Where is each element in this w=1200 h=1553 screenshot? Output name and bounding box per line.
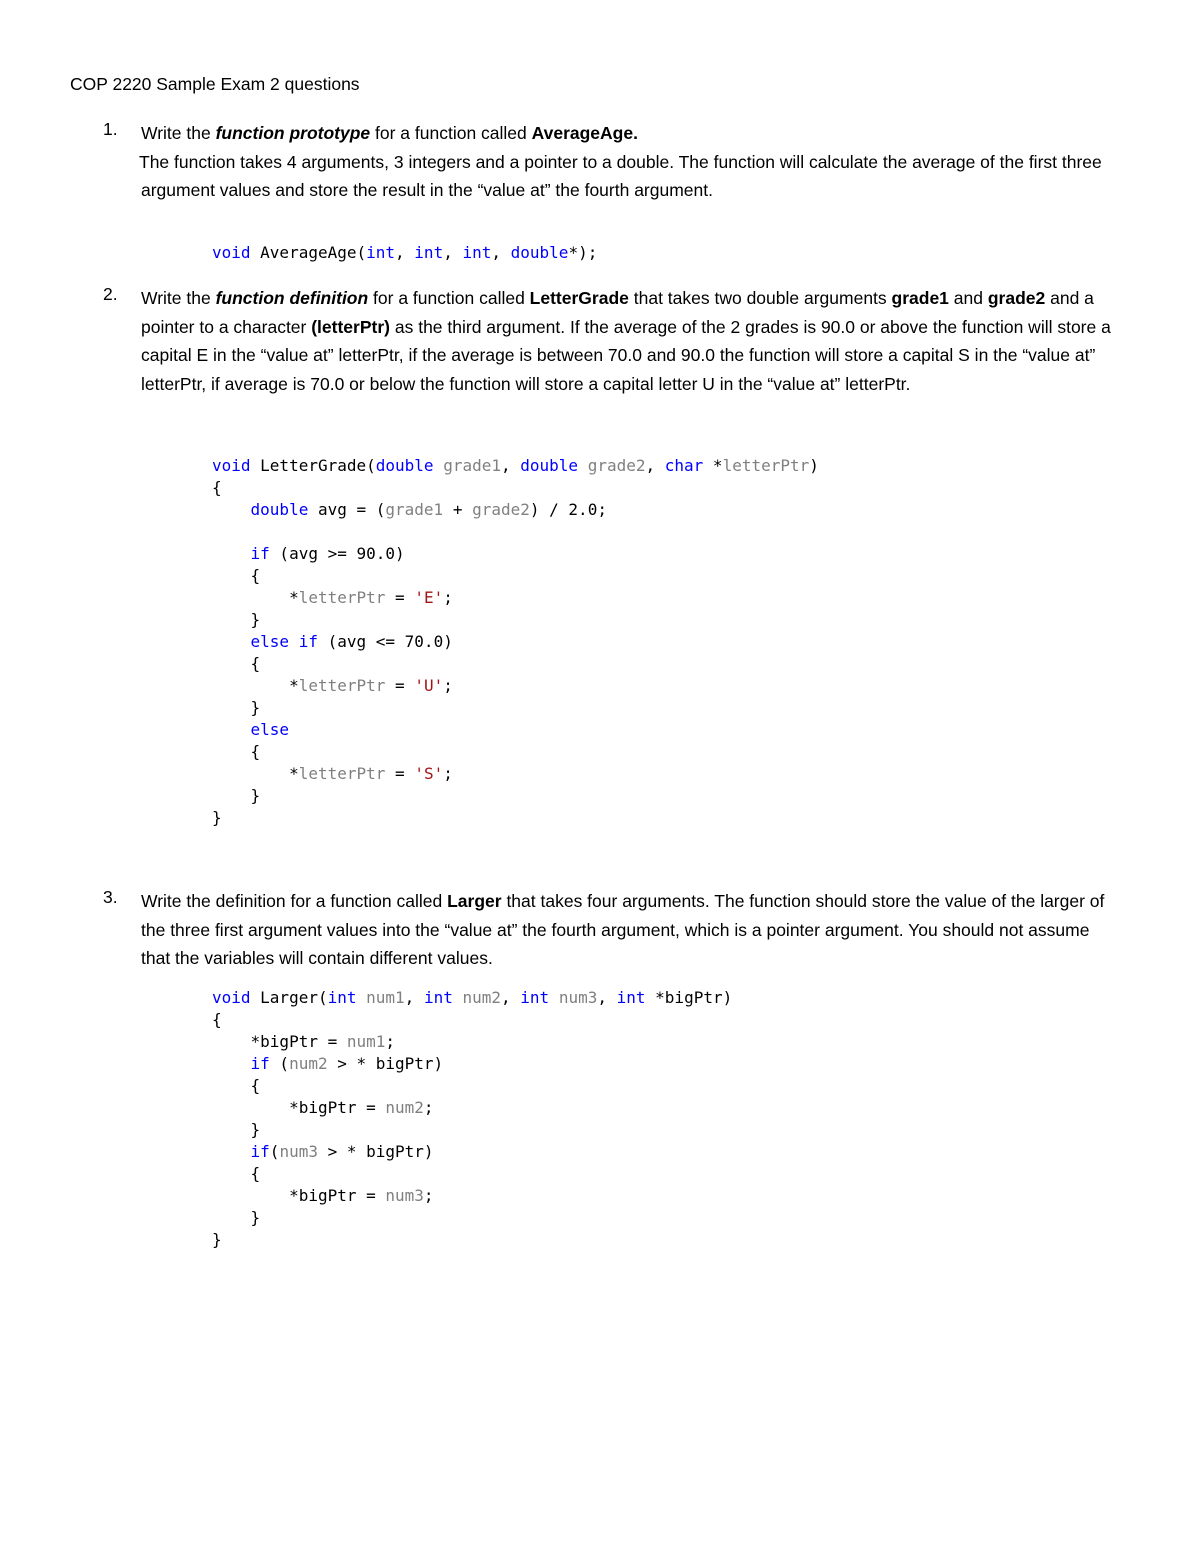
- code-line: [212, 653, 819, 675]
- code-token: letterPtr: [298, 676, 386, 695]
- code-token: int: [423, 988, 453, 1007]
- code-line: [212, 719, 819, 741]
- code-line: [212, 987, 732, 1009]
- code-token: }: [212, 786, 261, 805]
- code-line: [212, 477, 819, 499]
- question-1: [103, 119, 1118, 205]
- code-line: [212, 1119, 732, 1141]
- code-token: ,: [501, 988, 521, 1007]
- code-token: (avg >= 90.0): [269, 544, 405, 563]
- code-line: [212, 697, 819, 719]
- code-token: double: [250, 500, 309, 519]
- code-token: 'U': [414, 676, 444, 695]
- code-block-q1: [212, 242, 597, 264]
- code-token: *: [212, 588, 299, 607]
- code-token: *bigPtr): [645, 988, 733, 1007]
- code-token: if: [250, 1142, 270, 1161]
- code-token: *bigPtr =: [212, 1186, 386, 1205]
- text-run-emphasis: function prototype: [215, 123, 371, 143]
- code-token: }: [212, 610, 261, 629]
- code-token: (avg <= 70.0): [317, 632, 453, 651]
- code-token: [212, 1142, 251, 1161]
- code-token: grade2: [587, 456, 646, 475]
- code-line: [212, 609, 819, 631]
- code-token: ,: [501, 456, 521, 475]
- text-run: Write the: [141, 288, 216, 308]
- code-token: int: [327, 988, 357, 1007]
- code-token: if: [250, 1054, 270, 1073]
- text-run: as the third argument. If the average of the 2 grades is 90.0 or above the function will store a capital E in the “value at” letterPtr, if the average is between 70.0 and 90.0 the function will store a capital S in the “value at” letterPtr, if average is 70.0 or below the function will store a capital letter U in the “value at” letterPtr.: [141, 316, 1111, 394]
- code-token: int: [462, 243, 492, 262]
- code-token: double: [375, 456, 434, 475]
- code-token: letterPtr: [298, 764, 386, 783]
- code-token: *: [212, 676, 299, 695]
- text-run: for a function called: [368, 288, 530, 308]
- code-token: ;: [423, 1186, 434, 1205]
- code-token: (: [269, 1142, 280, 1161]
- code-token: num3: [279, 1142, 318, 1161]
- text-run: and a pointer to a character: [141, 288, 1094, 337]
- code-token: > * bigPtr): [327, 1054, 444, 1073]
- code-token: =: [385, 588, 415, 607]
- question-text: [141, 119, 1118, 205]
- code-line: [212, 631, 819, 653]
- code-token: num2: [289, 1054, 328, 1073]
- code-line: [212, 565, 819, 587]
- code-token: [212, 1054, 251, 1073]
- question-number: 1.: [103, 119, 118, 139]
- code-token: [289, 632, 299, 651]
- code-line: [212, 1009, 732, 1031]
- code-token: grade2: [472, 500, 530, 519]
- code-token: ,: [645, 456, 665, 475]
- code-line: [212, 807, 819, 829]
- question-number: 3.: [103, 887, 118, 907]
- question-text: [141, 887, 1118, 973]
- code-token: *bigPtr =: [212, 1032, 347, 1051]
- code-token: {: [212, 566, 261, 585]
- code-token: else: [250, 720, 290, 739]
- code-token: {: [212, 1164, 261, 1183]
- code-token: [212, 544, 251, 563]
- code-line: [212, 675, 819, 697]
- code-token: num2: [462, 988, 502, 1007]
- code-token: int: [616, 988, 646, 1007]
- text-run-bold: grade2: [987, 288, 1046, 308]
- code-token: ;: [443, 676, 453, 695]
- code-token: [212, 720, 251, 739]
- code-token: {: [212, 478, 222, 497]
- code-token: if: [250, 544, 270, 563]
- code-token: char: [664, 456, 704, 475]
- code-token: letterPtr: [298, 588, 386, 607]
- code-token: ,: [395, 243, 415, 262]
- code-token: ;: [385, 1032, 396, 1051]
- code-block-q3: [212, 987, 732, 1251]
- code-token: (: [269, 1054, 290, 1073]
- code-block-q2: [212, 455, 819, 829]
- code-line: [212, 587, 819, 609]
- code-token: [212, 500, 251, 519]
- code-token: num3: [385, 1186, 424, 1205]
- code-token: grade1: [443, 456, 501, 475]
- code-token: int: [366, 243, 396, 262]
- text-run-bold: (letterPtr): [311, 316, 390, 337]
- code-token: }: [212, 1208, 261, 1227]
- code-token: else: [250, 632, 290, 651]
- code-token: +: [443, 500, 473, 519]
- code-token: }: [212, 808, 222, 827]
- code-line: [212, 1185, 732, 1207]
- text-run: Write the definition for a function called: [141, 891, 448, 911]
- code-token: num2: [385, 1098, 424, 1117]
- code-token: }: [212, 1230, 222, 1249]
- code-line: [212, 1075, 732, 1097]
- code-line: [212, 1163, 732, 1185]
- code-token: ,: [491, 243, 511, 262]
- code-token: void: [212, 456, 251, 475]
- code-token: LetterGrade(: [250, 456, 376, 475]
- code-line: [212, 1031, 732, 1053]
- code-line: [212, 1207, 732, 1229]
- code-token: int: [520, 988, 550, 1007]
- code-token: 'S': [414, 764, 444, 783]
- code-token: ;: [443, 764, 453, 783]
- code-token: num1: [346, 1032, 386, 1051]
- text-run: and: [948, 288, 988, 308]
- code-token: Larger(: [250, 988, 328, 1007]
- code-line: [212, 741, 819, 763]
- text-run: that takes two double arguments: [628, 288, 892, 308]
- text-run-bold: LetterGrade: [529, 288, 629, 308]
- code-token: letterPtr: [722, 456, 810, 475]
- code-token: ,: [443, 243, 463, 262]
- code-token: {: [212, 742, 261, 761]
- question-3: [103, 887, 1118, 973]
- code-line: [212, 785, 819, 807]
- text-run: Write the: [141, 123, 216, 143]
- code-token: AverageAge(: [250, 243, 367, 262]
- question-text: [141, 284, 1118, 398]
- code-token: 'E': [414, 588, 444, 607]
- code-token: *);: [568, 243, 598, 262]
- page-title: COP 2220 Sample Exam 2 questions: [70, 74, 360, 94]
- code-token: [434, 456, 444, 475]
- text-run: The function takes 4 arguments, 3 integers and a pointer to a double. The function will calculate the average of the first three argument values and store the result in the “value at” the fourth argument.: [139, 151, 1102, 200]
- code-token: ,: [404, 988, 424, 1007]
- text-run: for a function called: [370, 123, 532, 143]
- code-token: }: [212, 1120, 261, 1139]
- code-token: void: [212, 243, 251, 262]
- code-token: ;: [443, 588, 453, 607]
- code-line: [212, 763, 819, 785]
- code-token: ;: [423, 1098, 434, 1117]
- code-line: [212, 242, 597, 264]
- code-token: grade1: [385, 500, 444, 519]
- code-token: [357, 988, 367, 1007]
- code-token: *bigPtr =: [212, 1098, 386, 1117]
- text-run-bold: AverageAge.: [531, 123, 638, 143]
- code-token: ): [809, 456, 819, 475]
- code-token: [549, 988, 559, 1007]
- code-token: {: [212, 1076, 261, 1095]
- code-token: {: [212, 1010, 222, 1029]
- code-token: double: [510, 243, 569, 262]
- code-token: ) / 2.0;: [529, 500, 607, 519]
- code-token: num1: [366, 988, 405, 1007]
- code-token: }: [212, 698, 261, 717]
- code-token: > * bigPtr): [317, 1142, 434, 1161]
- code-token: [212, 632, 251, 651]
- code-token: num3: [558, 988, 598, 1007]
- code-line: [212, 1053, 732, 1075]
- question-number: 2.: [103, 284, 118, 304]
- code-line: [212, 543, 819, 565]
- question-2: [103, 284, 1118, 398]
- code-token: void: [212, 988, 251, 1007]
- text-run-emphasis: function definition: [215, 288, 369, 308]
- code-token: if: [298, 632, 318, 651]
- code-token: =: [385, 764, 415, 783]
- code-line: [212, 455, 819, 477]
- code-token: ,: [597, 988, 617, 1007]
- code-token: double: [520, 456, 579, 475]
- code-token: *: [212, 764, 299, 783]
- code-line: [212, 1229, 732, 1251]
- code-line: [212, 1141, 732, 1163]
- text-run: that takes four arguments. The function should store the value of the larger of the three first argument values into the “value at” the fourth argument, which is a pointer argument. You should not assume that the variables will contain different values.: [141, 891, 1105, 968]
- code-token: int: [414, 243, 444, 262]
- code-line: [212, 499, 819, 521]
- code-token: [578, 456, 588, 475]
- code-line: [212, 1097, 732, 1119]
- code-token: {: [212, 654, 261, 673]
- code-token: *: [703, 456, 723, 475]
- code-token: =: [385, 676, 415, 695]
- code-token: avg = (: [308, 500, 386, 519]
- text-run-bold: grade1: [891, 288, 949, 308]
- code-line: [212, 521, 819, 543]
- text-run-bold: Larger: [447, 891, 502, 911]
